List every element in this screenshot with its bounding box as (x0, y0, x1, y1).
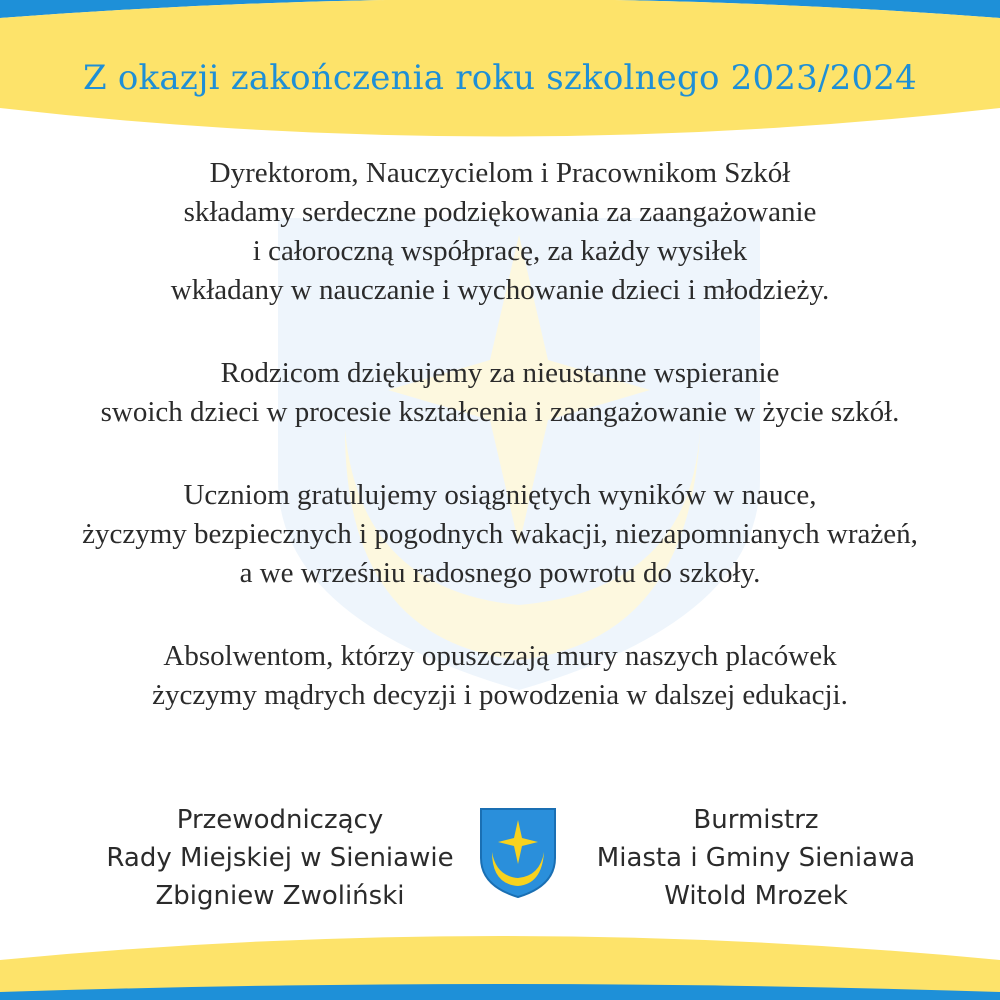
signature-left (60, 801, 500, 915)
text-line: Absolwentom, którzy opuszczają mury naszych placówek (163, 640, 837, 672)
text-line: życzymy mądrych decyzji i powodzenia w dalszej edukacji. (152, 679, 848, 711)
greeting-body (0, 154, 1000, 759)
text-line: wkładany w nauczanie i wychowanie dzieci i młodzieży. (170, 274, 830, 306)
signature-name: Zbigniew Zwoliński (155, 881, 405, 911)
text-line: Dyrektorom, Nauczycielom i Pracownikom Szkół (209, 157, 791, 189)
paragraph-staff (0, 154, 1000, 310)
signature-right (536, 801, 976, 915)
text-line: i całoroczną współpracę, za każdy wysiłek (252, 235, 748, 267)
text-line: Uczniom gratulujemy osiągniętych wyników w nauce, (183, 479, 817, 511)
signature-institution: Rady Miejskiej w Sieniawie (106, 843, 454, 873)
signature-role: Burmistrz (693, 805, 819, 835)
text-line: składamy serdeczne podziękowania za zaangażowanie (183, 196, 817, 228)
text-line: życzymy bezpiecznych i pogodnych wakacji, niezapomnianych wrażeń, (82, 518, 918, 550)
page-title: Z okazji zakończenia roku szkolnego 2023/2024 (83, 58, 917, 98)
text-line: Rodzicom dziękujemy za nieustanne wspieranie (220, 357, 780, 389)
signature-institution: Miasta i Gminy Sieniawa (596, 843, 916, 873)
text-line: swoich dzieci w procesie kształcenia i zaangażowanie w życie szkół. (100, 396, 900, 428)
paragraph-parents (0, 354, 1000, 432)
text-line: a we wrześniu radosnego powrotu do szkoły. (239, 557, 761, 589)
signature-name: Witold Mrozek (664, 881, 848, 911)
signature-role: Przewodniczący (176, 805, 384, 835)
paragraph-graduates (0, 637, 1000, 715)
paragraph-students (0, 476, 1000, 593)
